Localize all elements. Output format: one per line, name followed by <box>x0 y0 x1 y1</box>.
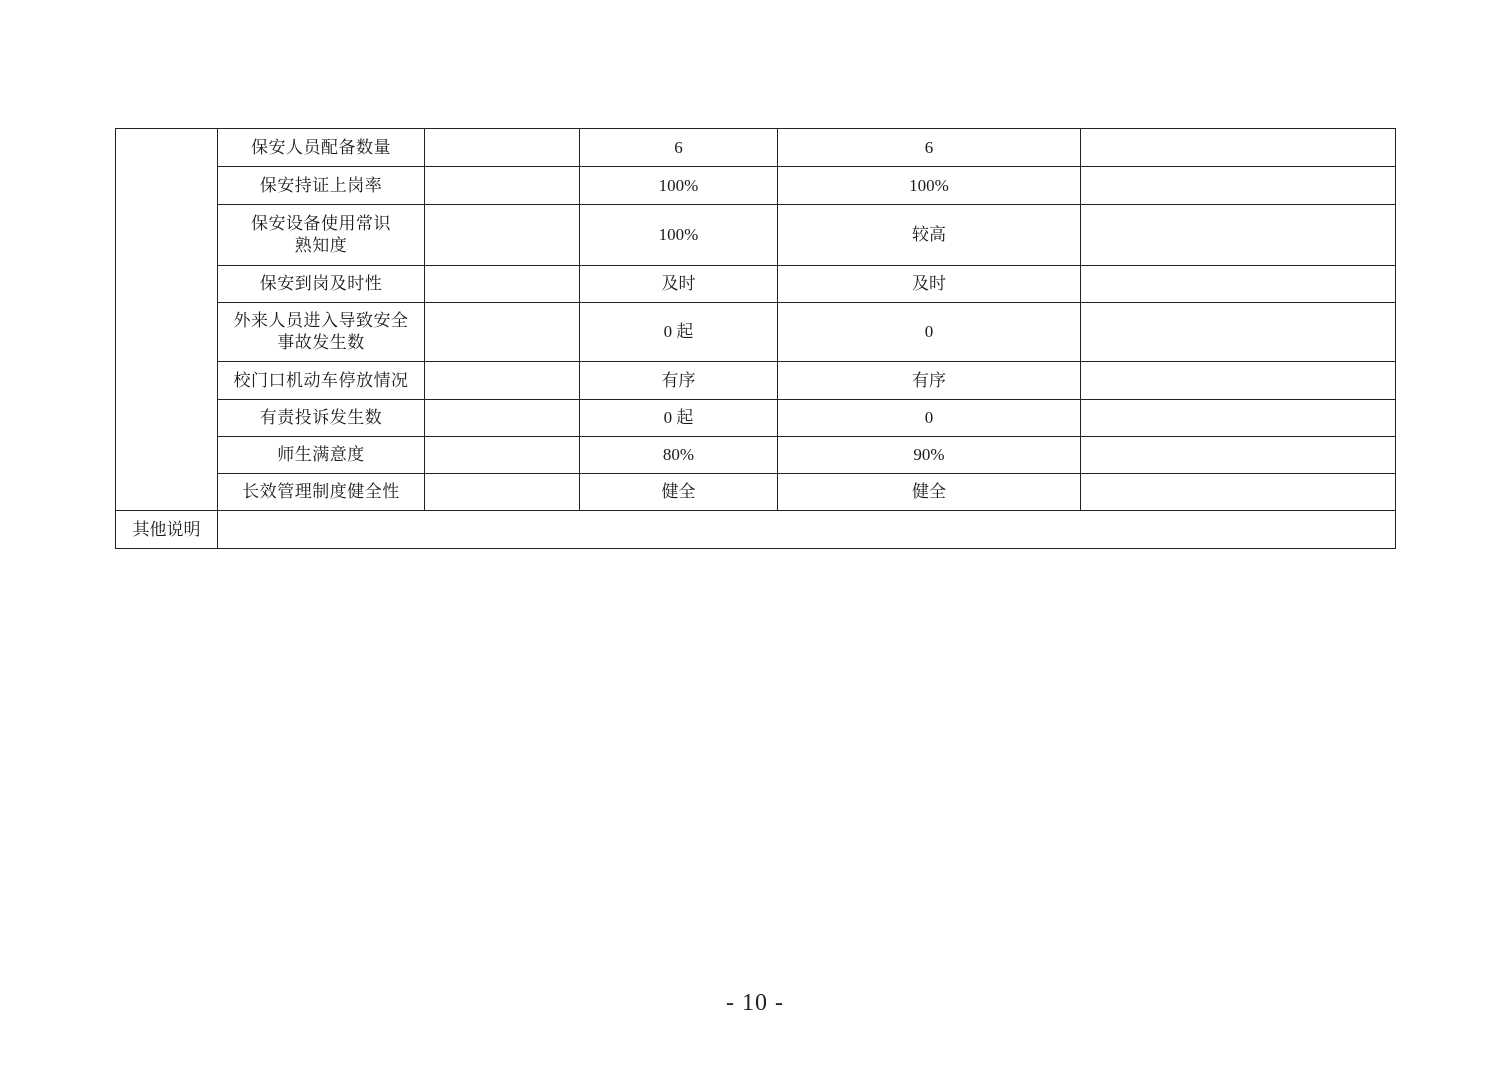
remark-cell <box>1081 129 1396 167</box>
blank-cell <box>425 205 580 266</box>
remark-cell <box>1081 474 1396 511</box>
other-notes-row <box>116 511 1396 549</box>
indicator-text: 保安到岗及时性 <box>259 274 383 294</box>
target-value: 0 起 <box>580 303 778 362</box>
indicator-text: 校门口机动车停放情况 <box>233 370 409 391</box>
table-row <box>116 362 1396 400</box>
indicator-text: 长效管理制度健全性 <box>242 482 400 502</box>
table-row <box>116 474 1396 511</box>
indicator-cell <box>218 167 425 205</box>
remark-cell <box>1081 167 1396 205</box>
blank-cell <box>425 167 580 205</box>
actual-value: 0 <box>778 303 1081 362</box>
indicator-cell <box>218 266 425 303</box>
indicator-text: 事故发生数 <box>277 333 365 353</box>
blank-cell <box>425 437 580 474</box>
page-number: - 10 - <box>726 990 784 1016</box>
table-row <box>116 205 1396 266</box>
indicator-cell <box>218 205 425 266</box>
actual-value: 100% <box>778 167 1081 205</box>
indicator-cell <box>218 474 425 511</box>
remark-cell <box>1081 362 1396 400</box>
actual-value: 90% <box>778 437 1081 474</box>
remark-cell <box>1081 303 1396 362</box>
blank-cell <box>425 129 580 167</box>
indicator-text: 有责投诉发生数 <box>259 408 383 428</box>
actual-value: 6 <box>778 129 1081 167</box>
indicator-text: 熟知度 <box>294 236 348 256</box>
remark-cell <box>1081 205 1396 266</box>
blank-cell <box>425 266 580 303</box>
target-value: 0 起 <box>580 400 778 437</box>
target-value: 及时 <box>580 266 778 303</box>
target-value: 6 <box>580 129 778 167</box>
remark-cell <box>1081 437 1396 474</box>
indicator-cell <box>218 437 425 474</box>
actual-value: 有序 <box>778 362 1081 400</box>
blank-cell <box>425 362 580 400</box>
performance-table <box>115 128 1396 549</box>
target-value: 100% <box>580 167 778 205</box>
blank-cell <box>425 474 580 511</box>
indicator-text: 保安人员配备数量 <box>251 137 391 158</box>
other-notes-value <box>218 511 1396 549</box>
table-row <box>116 400 1396 437</box>
indicator-text: 保安持证上岗率 <box>259 175 383 196</box>
indicator-text: 外来人员进入导致安全 <box>233 311 409 331</box>
remark-cell <box>1081 400 1396 437</box>
actual-value: 健全 <box>778 474 1081 511</box>
blank-cell <box>425 303 580 362</box>
target-value: 100% <box>580 205 778 266</box>
indicator-text: 师生满意度 <box>277 445 365 465</box>
actual-value: 0 <box>778 400 1081 437</box>
table-row <box>116 266 1396 303</box>
blank-cell <box>425 400 580 437</box>
target-value: 有序 <box>580 362 778 400</box>
indicator-cell <box>218 303 425 362</box>
indicator-cell <box>218 400 425 437</box>
table-row <box>116 303 1396 362</box>
indicator-cell <box>218 129 425 167</box>
actual-value: 及时 <box>778 266 1081 303</box>
table-row <box>116 167 1396 205</box>
target-value: 80% <box>580 437 778 474</box>
table-row <box>116 129 1396 167</box>
category-cell-empty <box>116 129 218 511</box>
indicator-text: 保安设备使用常识 <box>251 214 391 234</box>
table-row <box>116 437 1396 474</box>
remark-cell <box>1081 266 1396 303</box>
other-notes-label: 其他说明 <box>116 511 218 549</box>
target-value: 健全 <box>580 474 778 511</box>
actual-value: 较高 <box>778 205 1081 266</box>
indicator-cell <box>218 362 425 400</box>
